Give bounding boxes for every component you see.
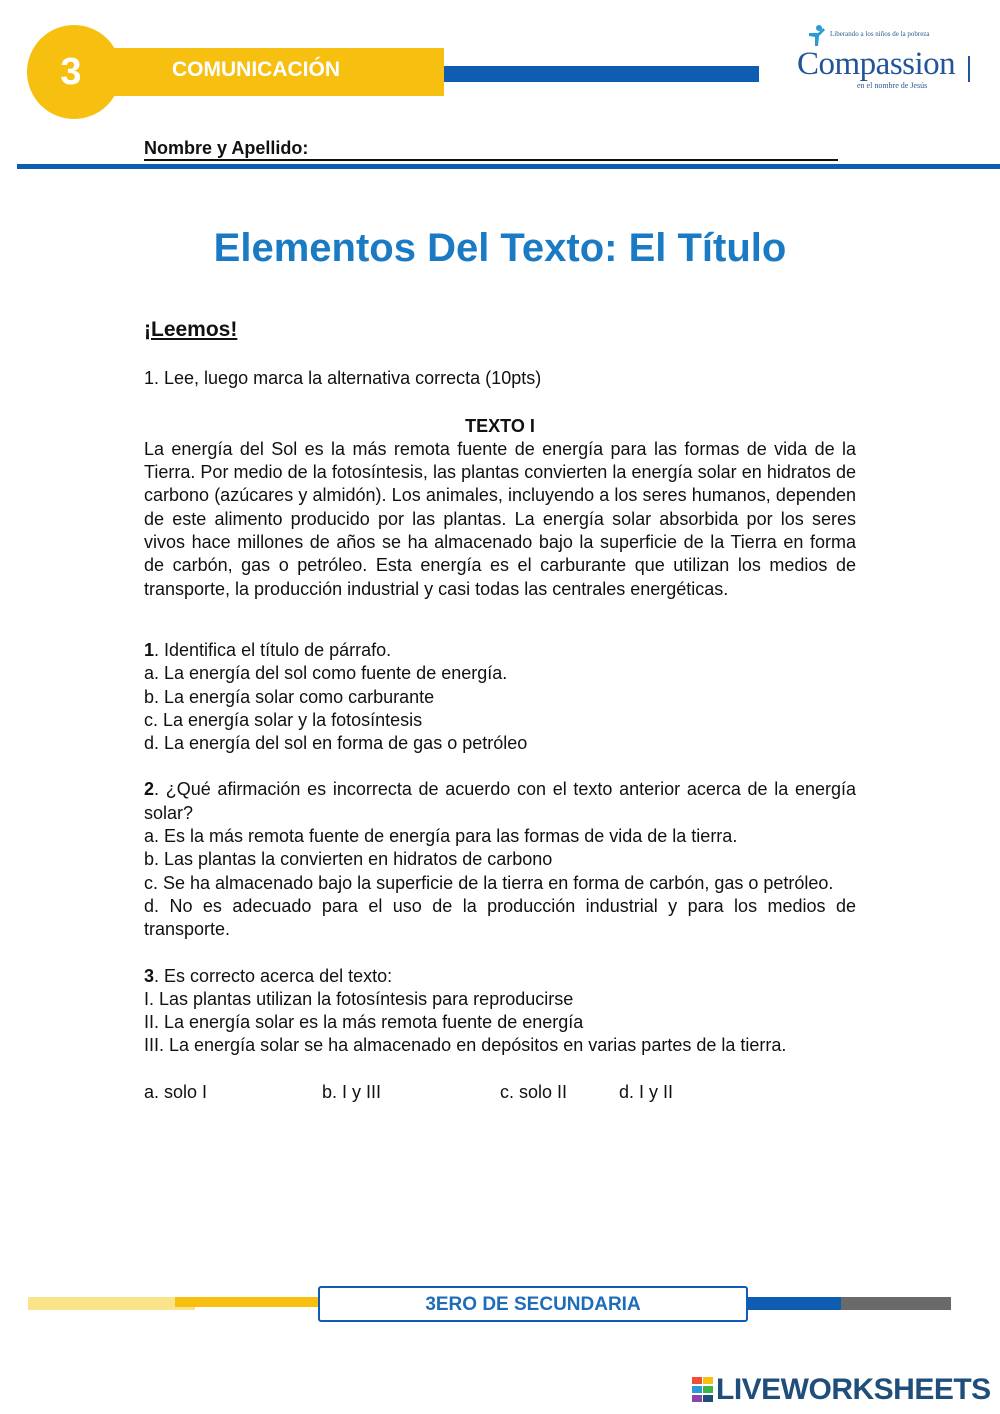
section-heading: ¡Leemos! [144, 318, 238, 341]
footer-band-gray [841, 1297, 951, 1310]
liveworksheets-icon [692, 1377, 714, 1403]
question-text: . Es correcto acerca del texto: [154, 965, 393, 986]
question-prompt [144, 965, 856, 988]
question-number: 1 [144, 639, 155, 660]
question-prompt [144, 639, 856, 662]
name-label: Nombre y Apellido: [144, 138, 309, 158]
logo-wordmark: Compassion [797, 46, 956, 82]
level-label: 3ERO DE SECUNDARIA [318, 1286, 748, 1322]
instruction-text: 1. Lee, luego marca la alternativa correcta (10pts) [144, 368, 542, 389]
footer-band-gold [175, 1297, 322, 1307]
grade-number: 3 [60, 50, 82, 93]
option-a[interactable]: a. La energía del sol como fuente de energía. [144, 663, 508, 684]
option-b[interactable]: b. La energía solar como carburante [144, 686, 435, 707]
question-1 [144, 639, 856, 755]
option-d[interactable]: d. No es adecuado para el uso de la producción industrial y para los medios de transporte. [144, 895, 856, 940]
grade-badge [27, 25, 121, 119]
name-field[interactable] [144, 137, 838, 161]
statement-1: I. Las plantas utilizan la fotosíntesis para reproducirse [144, 988, 574, 1009]
option-b[interactable]: b. Las plantas la convierten en hidratos de carbono [144, 849, 553, 870]
statement-3: III. La energía solar se ha almacenado en depósitos en varias partes de la tierra. [144, 1035, 787, 1056]
question-text: . Identifica el título de párrafo. [154, 639, 392, 660]
question-number: 3 [144, 965, 155, 986]
question-text: . ¿Qué afirmación es incorrecta de acuerdo con el texto anterior acerca de la energía solar? [144, 779, 856, 823]
option-c[interactable]: c. Se ha almacenado bajo la superficie de la tierra en forma de carbón, gas o petróleo. [144, 872, 834, 893]
header-divider [17, 164, 1000, 169]
compassion-logo [785, 24, 975, 94]
liveworksheets-brand [692, 1372, 991, 1408]
answer-d[interactable]: d. I y II [619, 1081, 674, 1102]
question-3 [144, 965, 856, 1104]
page-title: Elementos Del Texto: El Título [213, 226, 787, 270]
logo-subtitle: en el nombre de Jesús [857, 81, 928, 90]
subject-label: COMUNICACIÓN [172, 58, 340, 81]
header-blue-band [444, 66, 759, 82]
question-2 [144, 778, 856, 941]
subject-banner [108, 48, 444, 96]
answer-options [144, 1081, 856, 1104]
worksheet-content [144, 318, 856, 1104]
answer-c[interactable]: c. solo II [500, 1081, 568, 1102]
footer-band-blue [748, 1297, 841, 1310]
option-d[interactable]: d. La energía del sol en forma de gas o petróleo [144, 733, 528, 754]
logo-divider [968, 56, 970, 82]
answer-b[interactable]: b. I y III [322, 1081, 382, 1102]
question-number: 2 [144, 779, 155, 800]
answer-a[interactable]: a. solo I [144, 1081, 208, 1102]
person-figure-icon [806, 24, 828, 48]
reading-passage: La energía del Sol es la más remota fuente de energía para las formas de vida de la Tierra. Por medio de la fotosíntesis, las plantas convierten la energía solar en hidratos de carbono (azúcares y almidón). Los animales, incluyendo a los seres humanos, dependen de este alimento producido por las plantas. La energía solar absorbida por los seres vivos hace millones de años se ha almacenado bajo la superficie de la Tierra en forma de carbón, gas o petróleo. Esta energía es el carburante que utilizan los medios de transporte, la producción industrial y casi todas las centrales energéticas. [144, 438, 856, 599]
footer [0, 1284, 1000, 1324]
statement-2: II. La energía solar es la más remota fuente de energía [144, 1012, 584, 1033]
text-label: TEXTO I [465, 415, 535, 436]
footer-band-light [28, 1297, 195, 1310]
option-a[interactable]: a. Es la más remota fuente de energía para las formas de vida de la tierra. [144, 826, 738, 847]
logo-tagline: Liberando a los niños de la pobreza [830, 30, 930, 38]
liveworksheets-wordmark: LIVEWORKSHEETS [716, 1373, 991, 1406]
question-prompt [144, 778, 856, 825]
option-c[interactable]: c. La energía solar y la fotosíntesis [144, 709, 423, 730]
